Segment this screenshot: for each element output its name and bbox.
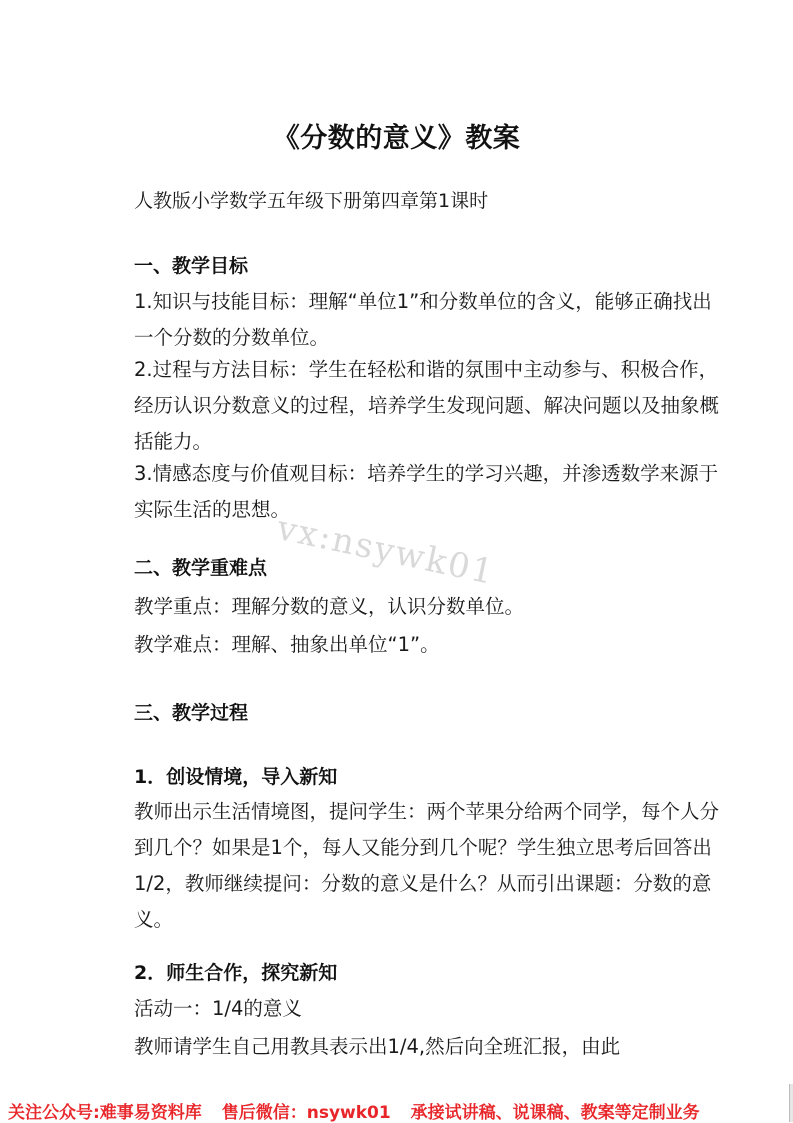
activity-one-paragraph: 教师请学生自己用教具表示出1/4,然后向全班汇报，由此 xyxy=(134,1035,621,1058)
objective-process: 2.过程与方法目标：学生在轻松和谐的氛围中主动参与、积极合作，经历认识分数意义的过程，培养学生发现问题、解决问题以及抽象概括能力。 xyxy=(134,358,720,453)
footer-services: 承接试讲稿、说课稿、教案等定制业务 xyxy=(410,1103,700,1123)
key-point: 教学重点：理解分数的意义，认识分数单位。 xyxy=(134,595,525,618)
document-subtitle: 人教版小学数学五年级下册第四章第1课时 xyxy=(134,190,489,212)
subsection-heading-intro: 1．创设情境，导入新知 xyxy=(134,766,338,788)
activity-one-title: 活动一：1/4的意义 xyxy=(134,997,302,1020)
difficult-point: 教学难点：理解、抽象出单位“1”。 xyxy=(134,633,440,656)
document-title: 《分数的意义》教案 xyxy=(272,123,521,154)
objective-knowledge: 1.知识与技能目标：理解“单位1”和分数单位的含义，能够正确找出一个分数的分数单位。 xyxy=(134,290,712,349)
section-heading-process: 三、教学过程 xyxy=(134,702,249,724)
section-heading-key-points: 二、教学重难点 xyxy=(134,557,268,579)
objective-attitude: 3.情感态度与价值观目标：培养学生的学习兴趣，并渗透数学来源于实际生活的思想。 xyxy=(134,462,719,521)
section-heading-objectives: 一、教学目标 xyxy=(134,255,249,277)
page-edge-divider xyxy=(789,1084,793,1122)
footer-wechat-account: 关注公众号:难事易资料库 xyxy=(8,1103,202,1123)
intro-paragraph: 教师出示生活情境图，提问学生：两个苹果分给两个同学，每个人分到几个？如果是1个，每人又能分到几个呢？学生独立思考后回答出1/2，教师继续提问：分数的意义是什么？从而引出课题：分数的意义。 xyxy=(134,800,720,931)
subsection-heading-explore: 2．师生合作，探究新知 xyxy=(134,962,338,984)
watermark: vx:nsywk01 xyxy=(273,508,499,594)
footer-banner xyxy=(8,1098,714,1123)
footer-support-wechat: 售后微信：nsywk01 xyxy=(221,1103,391,1123)
